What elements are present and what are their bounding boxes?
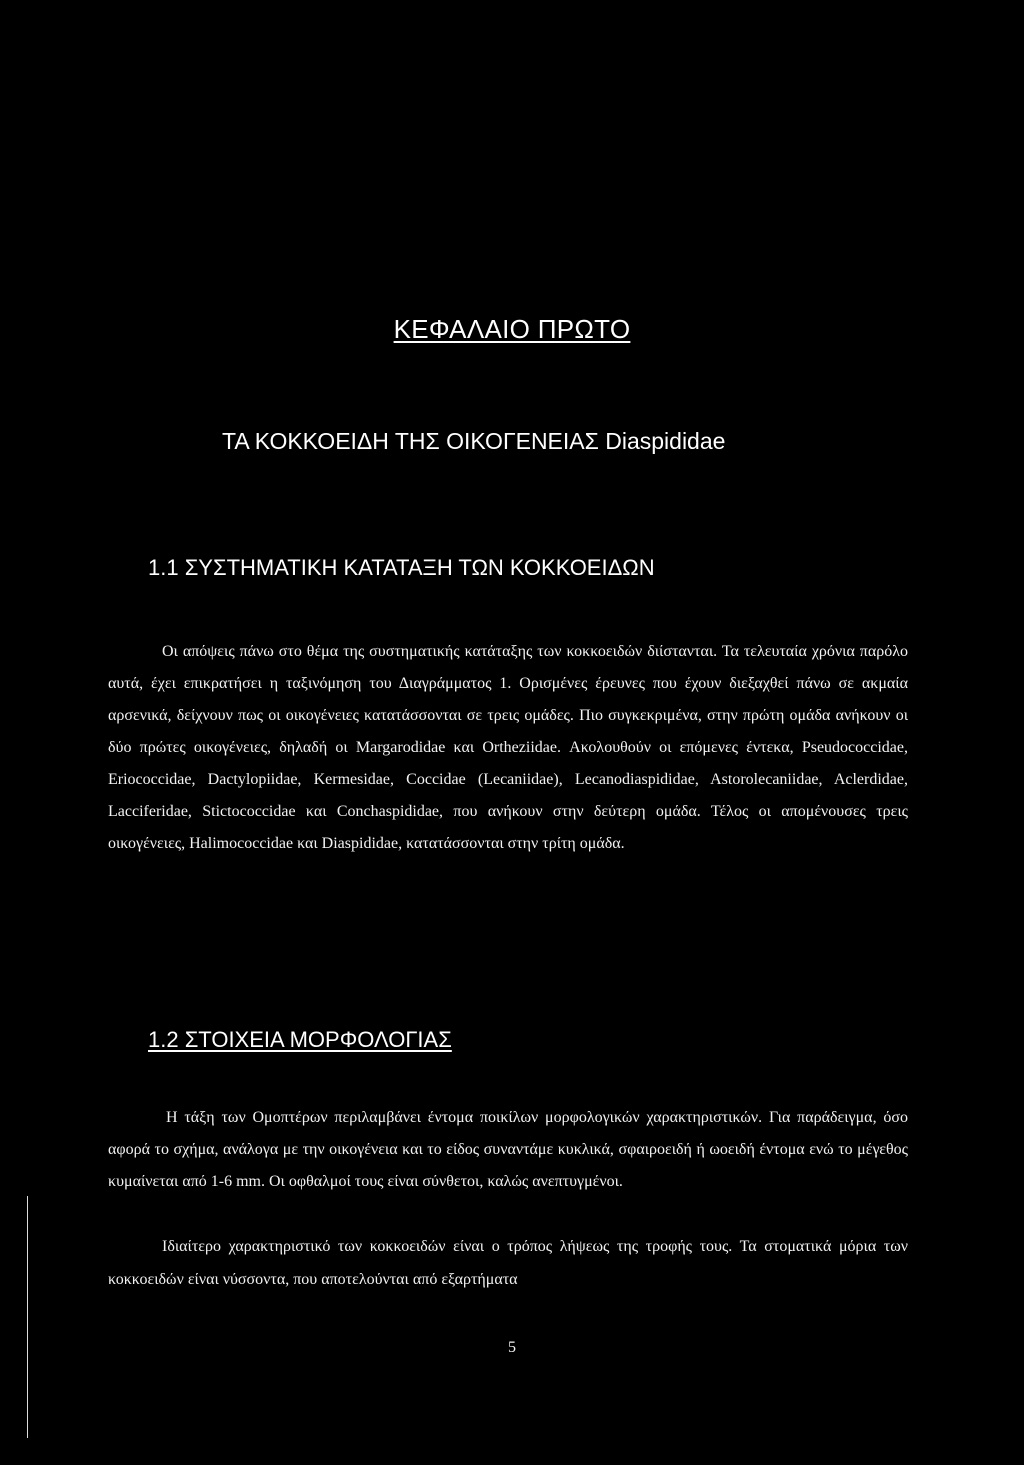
paragraph: Ιδιαίτερο χαρακτηριστικό των κοκκοειδών είναι ο τρόπος λήψεως της τροφής τους. Τα στοματικά μόρια των κοκκοειδών είναι νύσσοντα, που αποτελούνται από εξαρτήματα [108, 1238, 908, 1288]
chapter-subtitle: ΤΑ ΚΟΚΚΟΕΙΔΗ ΤΗΣ ΟΙΚΟΓΕΝΕΙΑΣ Diaspididae [222, 428, 726, 454]
page-number: 5 [508, 1339, 516, 1356]
chapter-title: ΚΕΦΑΛΑΙΟ ΠΡΩΤΟ [393, 314, 631, 344]
scan-margin-line [27, 1196, 28, 1438]
section-body-morphology-continued [108, 1230, 908, 1296]
section-heading-systematics: 1.1 ΣΥΣΤΗΜΑΤΙΚΗ ΚΑΤΑΤΑΞΗ ΤΩΝ ΚΟΚΚΟΕΙΔΩΝ [148, 555, 655, 580]
paragraph: Η τάξη των Ομοπτέρων περιλαμβάνει έντομα ποικίλων μορφολογικών χαρακτηριστικών. Για παράδειγμα, όσο αφορά το σχήμα, ανάλογα με την οικογένεια και το είδος συναντάμε κυκλικά, σφαιροειδή ή ωοειδή έντομα ενώ το μέγεθος κυμαίνεται από 1-6 mm. Οι οφθαλμοί τους είναι σύνθετοι, καλώς ανεπτυγμένοι. [108, 1109, 908, 1190]
section-body-systematics [108, 636, 908, 860]
section-heading-morphology: 1.2 ΣΤΟΙΧΕΙΑ ΜΟΡΦΟΛΟΓΙΑΣ [148, 1027, 452, 1052]
section-body-morphology [108, 1102, 908, 1198]
paragraph: Οι απόψεις πάνω στο θέμα της συστηματικής κατάταξης των κοκκοειδών διίστανται. Τα τελευταία χρόνια παρόλο αυτά, έχει επικρατήσει η ταξινόμηση του Διαγράμματος 1. Ορισμένες έρευνες που έχουν διεξαχθεί πάνω σε ακμαία αρσενικά, δείχνουν πως οι οικογένειες κατατάσσονται σε τρεις ομάδες. Πιο συγκεκριμένα, στην πρώτη ομάδα ανήκουν οι δύο πρώτες οικογένειες, δηλαδή οι Margarodidae και Ortheziidae. Ακολουθούν οι επόμενες έντεκα, Pseudococcidae, Eriococcidae, Dactylopiidae, Kermesidae, Coccidae (Lecaniidae), Lecanodiaspididae, Astorolecaniidae, Aclerdidae, Lacciferidae, Stictococcidae και Conchaspididae, που ανήκουν στην δεύτερη ομάδα. Τέλος οι απομένουσες τρεις οικογένειες, Halimococcidae και Diaspididae, κατατάσσονται στην τρίτη ομάδα. [108, 643, 908, 852]
